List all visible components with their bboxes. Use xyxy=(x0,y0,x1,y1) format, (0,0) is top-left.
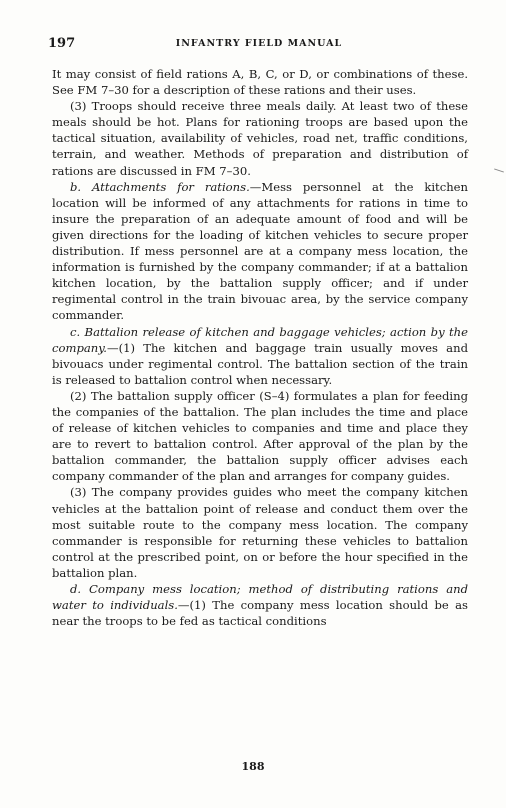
paragraph-three-meals: (3) Troops should receive three meals daily. At least two of these meals should be hot. Plans for rationing troops are based upon the tactical situation, availability of vehicles, road net, traffic conditions, terrain, and weather. Methods of preparation and distribution of rations are discussed in FM 7–30. xyxy=(52,99,468,178)
subsection-heading-c: c. Battalion release of kitchen and baggage vehicles; action by the company. xyxy=(52,324,468,355)
body-text xyxy=(52,66,468,629)
paragraph-supply-officer: (2) The battalion supply officer (S–4) formulates a plan for feeding the companies of the battalion. The plan includes the time and place of release of kitchen vehicles to companies and time and place they are to revert to battalion control. After approval of the plan by the battalion commander, the battalion supply officer advises each company commander of the plan and arranges for company guides. xyxy=(52,388,468,484)
running-title: INFANTRY FIELD MANUAL xyxy=(175,38,343,49)
section-number: 188 xyxy=(241,760,265,773)
paragraph-attachments xyxy=(52,179,468,324)
paragraph-attachments-text: —Mess personnel at the kitchen location will be informed of any attachments for rations in time to insure the preparation of an adequate amount of food and will be given directions for the loading of kitchen vehicles to secure proper distribution. If mess personnel are at a company mess location, the information is furnished by the company commander; if at a battalion kitchen location, by the battalion supply officer; and if under regimental control in the train bivouac area, by the service company commander. xyxy=(52,179,469,323)
paragraph-continuation: It may consist of field rations A, B, C, or D, or combinations of these. See FM 7–30 for a description of these rations and their uses. xyxy=(52,67,468,98)
margin-mark xyxy=(494,168,504,172)
paragraph-battalion-release xyxy=(52,324,468,388)
paragraph-mess-location-text: —(1) The company mess location should be as near the troops to be fed as tactical conditions xyxy=(52,598,468,629)
page-header xyxy=(48,36,470,56)
paragraph-mess-location xyxy=(52,581,468,629)
page-number: 197 xyxy=(48,36,76,51)
paragraph-company-guides: (3) The company provides guides who meet the company kitchen vehicles at the battalion point of release and conduct them over the most suitable route to the company mess location. The company commander is responsible for returning these vehicles to battalion control at the prescribed point, on or before the hour specified in the battalion plan. xyxy=(52,485,468,580)
paragraph-battalion-release-text: —(1) The kitchen and baggage train usually moves and bivouacs under regimental control. The battalion section of the train is released to battalion control when necessary. xyxy=(52,340,468,387)
subsection-heading-d: d. Company mess location; method of distributing rations and water to individuals. xyxy=(52,582,468,613)
subsection-heading-b: b. Attachments for rations. xyxy=(70,179,250,194)
